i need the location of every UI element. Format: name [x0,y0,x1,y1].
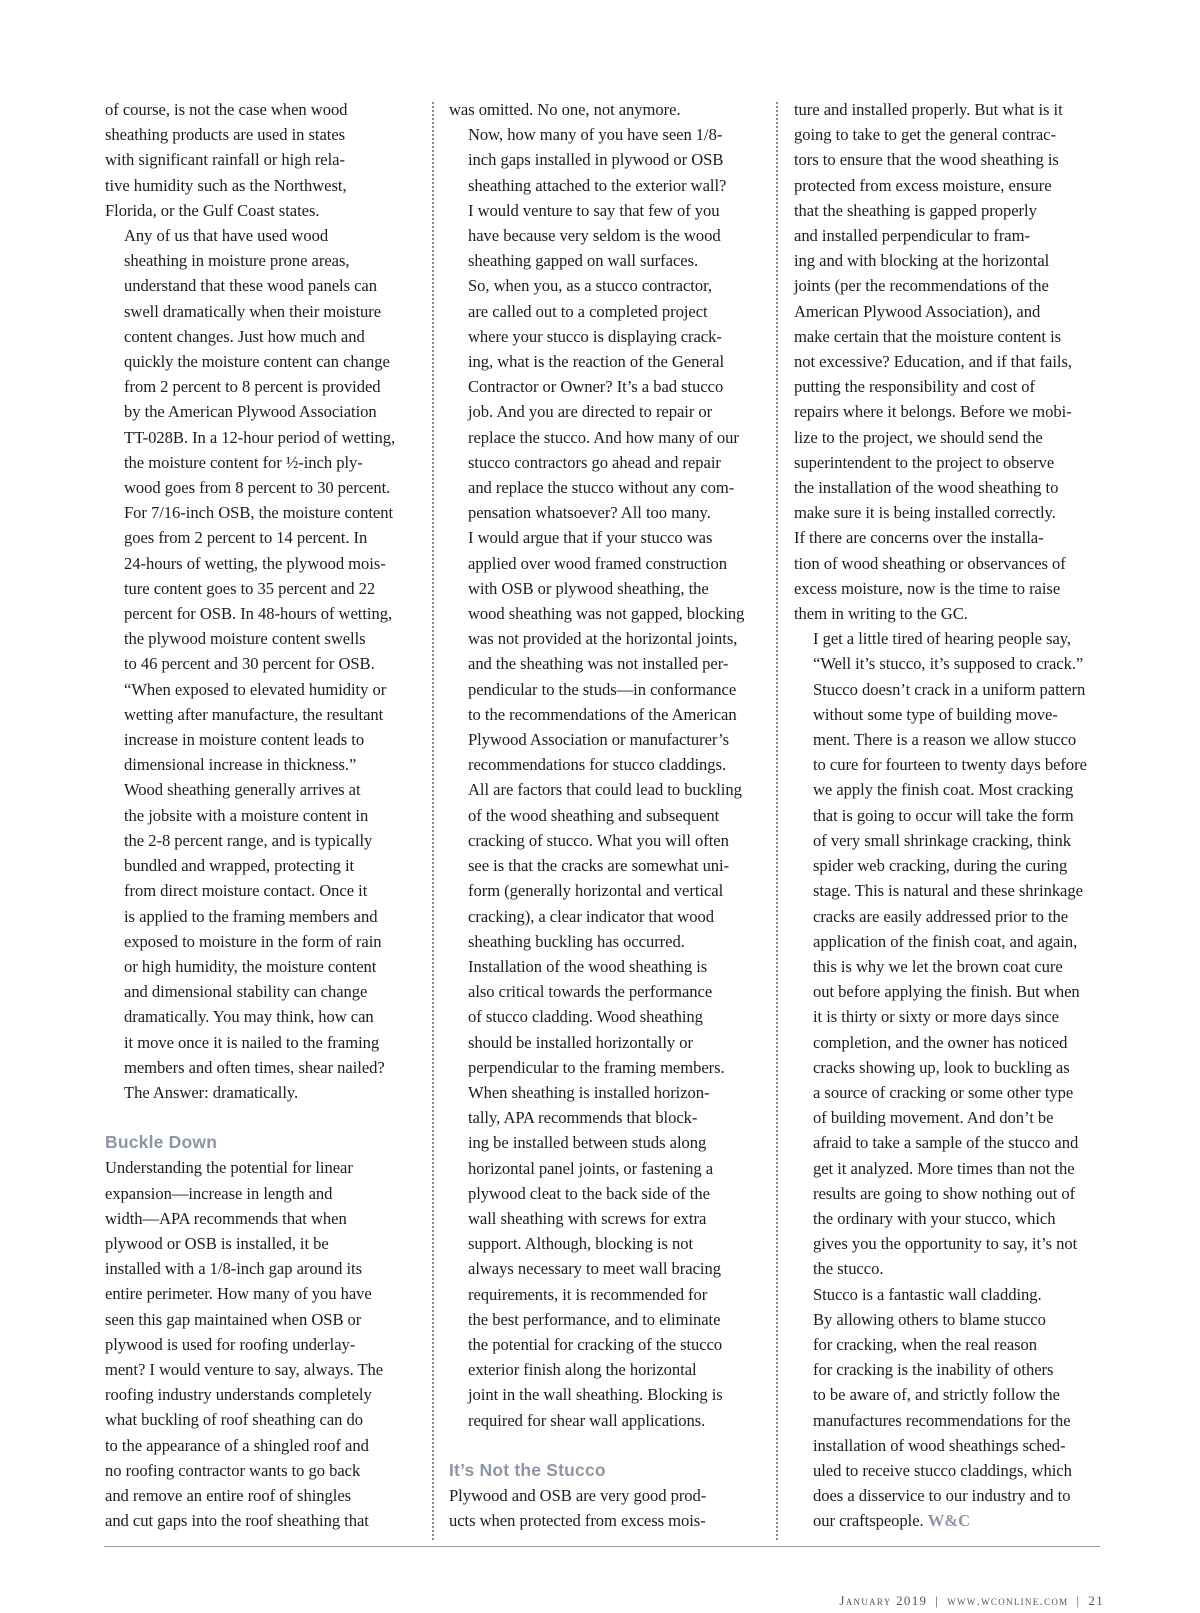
text-line: was omitted. No one, not anymore. [449,100,681,119]
text-line: ing be installed between studs along [468,1133,707,1153]
text-line: without some type of building move- [813,704,1058,724]
paragraph [449,954,754,1433]
page-number: 21 [1088,1593,1104,1608]
text-line: for cracking is the inability of others [813,1360,1054,1380]
text-line: are called out to a completed project [468,301,708,321]
text-line: exposed to moisture in the form of rain [124,931,382,951]
text-line: cracking), a clear indicator that wood [468,906,714,926]
text-line: does a disservice to our industry and to [813,1486,1071,1506]
text-line: results are going to show nothing out of [813,1183,1076,1203]
text-line: with OSB or plywood sheathing, the [468,578,709,598]
text-line: of the wood sheathing and subsequent [468,805,720,825]
text-line: By allowing others to blame stucco [813,1309,1046,1329]
text-line: excess moisture, now is the time to raise [794,578,1061,598]
text-line: should be installed horizontally or [468,1032,693,1052]
paragraph-lines [794,1282,1099,1509]
paragraph [794,1282,1099,1534]
text-line: joint in the wall sheathing. Blocking is [468,1385,723,1405]
text-line: I would venture to say that few of you [468,200,720,220]
text-line: Installation of the wood sheathing is [468,956,708,976]
text-line: from 2 percent to 8 percent is provided [124,377,381,397]
text-line: The Answer: dramatically. [124,1082,299,1102]
text-line: requirements, it is recommended for [468,1284,708,1304]
text-line: the moisture content for ½-inch ply- [124,452,363,472]
text-line: have because very seldom is the wood [468,226,721,246]
text-line: of building movement. And don’t be [813,1108,1054,1128]
text-line: dramatically. You may think, how can [124,1007,374,1027]
text-line: cracks are easily addressed prior to the [813,906,1069,926]
text-line: recommendations for stucco claddings. [468,755,727,775]
text-line: going to take to get the general contrac- [794,125,1056,145]
text-line: it is thirty or sixty or more days since [813,1007,1059,1027]
text-line: the jobsite with a moisture content in [124,805,369,825]
text-line: members and often times, shear nailed? [124,1057,385,1077]
text-line: of very small shrinkage cracking, think [813,830,1071,850]
closing-text: our craftspeople. [813,1511,924,1531]
text-line: ment. There is a reason we allow stucco [813,730,1077,750]
paragraph [105,1155,410,1533]
page-footer [839,1593,1104,1609]
text-line: perpendicular to the framing members. [468,1057,725,1077]
text-line: uled to receive stucco claddings, which [813,1460,1072,1480]
text-line: that the sheathing is gapped properly [794,200,1037,220]
text-line: to the recommendations of the American [468,704,737,724]
text-line: the installation of the wood sheathing to [794,478,1059,498]
text-line: make certain that the moisture content is [794,326,1062,346]
text-line: tally, APA recommends that block- [468,1108,698,1128]
text-line: to the appearance of a shingled roof and [105,1435,369,1455]
text-line: repairs where it belongs. Before we mobi- [794,402,1072,422]
text-line: afraid to take a sample of the stucco and [813,1133,1079,1153]
text-line: percent for OSB. In 48-hours of wetting, [124,604,393,624]
text-line: required for shear wall applications. [468,1410,706,1430]
text-line: tion of wood sheathing or observances of [794,553,1066,573]
footer-rule [104,1546,1100,1547]
text-line: stage. This is natural and these shrinkage [813,881,1083,901]
text-line: inch gaps installed in plywood or OSB [468,150,724,170]
text-line: of course, is not the case when wood [105,100,348,119]
text-line: Contractor or Owner? It’s a bad stucco [468,377,724,397]
text-line: ment? I would venture to say, always. The [105,1359,384,1379]
text-line: I get a little tired of hearing people say, [813,629,1072,649]
text-line: applied over wood framed construction [468,553,727,573]
paragraph [449,122,754,273]
text-line: 24-hours of wetting, the plywood mois- [124,553,386,573]
section-heading-not-the-stucco: It’s Not the Stucco [449,1459,606,1480]
text-line: width—APA recommends that when [105,1208,347,1228]
text-line: If there are concerns over the installa- [794,528,1044,548]
section-heading-buckle-down: Buckle Down [105,1132,218,1153]
text-line: Florida, or the Gulf Coast states. [105,200,320,220]
text-line: TT-028B. In a 12-hour period of wetting, [124,427,396,447]
text-line: was not provided at the horizontal joints, [468,629,738,649]
text-line: lize to the project, we should send the [794,427,1043,447]
text-line: tive humidity such as the Northwest, [105,175,347,195]
text-line: replace the stucco. And how many of our [468,427,739,447]
text-line: sheathing products are used in states [105,125,346,145]
paragraph [449,1483,754,1533]
closing-line [794,1508,1099,1533]
text-line: plywood or OSB is installed, it be [105,1233,329,1253]
text-line: and remove an entire roof of shingles [105,1485,352,1505]
text-line: plywood is used for roofing underlay- [105,1334,356,1354]
text-line: completion, and the owner has noticed [813,1032,1068,1052]
text-line: joints (per the recommendations of the [794,276,1049,296]
text-line: sheathing in moisture prone areas, [124,251,350,271]
text-line: a source of cracking or some other type [813,1082,1074,1102]
text-line: get it analyzed. More times than not the [813,1158,1075,1178]
text-line: what buckling of roof sheathing can do [105,1410,364,1430]
text-line: wood sheathing was not gapped, blocking [468,604,745,624]
text-line: Plywood Association or manufacturer’s [468,730,729,750]
paragraph [794,97,1099,626]
article-column-3 [794,97,1099,1534]
text-line: Any of us that have used wood [124,226,329,246]
end-mark-signature: W&C [927,1511,971,1531]
text-line: job. And you are directed to repair or [468,402,713,422]
text-line: ture content goes to 35 percent and 22 [124,578,376,598]
text-line: form (generally horizontal and vertical [468,881,724,901]
website-link[interactable]: www.wconline.com [947,1593,1069,1608]
paragraph [105,777,410,1105]
text-line: is applied to the framing members and [124,906,378,926]
column-divider [776,102,778,1540]
text-line: content changes. Just how much and [124,326,365,346]
text-line: “When exposed to elevated humidity or [124,679,387,699]
text-line: seen this gap maintained when OSB or [105,1309,362,1329]
text-line: wood goes from 8 percent to 30 percent. [124,478,391,498]
text-line: the potential for cracking of the stucco [468,1334,723,1354]
text-line: gives you the opportunity to say, it’s not [813,1234,1078,1254]
text-line: Stucco doesn’t crack in a uniform pattern [813,679,1086,699]
text-line: Understanding the potential for linear [105,1158,353,1178]
text-line: quickly the moisture content can change [124,352,390,372]
text-line: ture and installed properly. But what is it [794,100,1063,119]
text-line: also critical towards the performance [468,982,713,1002]
text-line: we apply the finish coat. Most cracking [813,780,1074,800]
text-line: sheathing attached to the exterior wall? [468,175,727,195]
text-line: goes from 2 percent to 14 percent. In [124,528,368,548]
paragraph [105,97,410,223]
text-line: where your stucco is displaying crack- [468,326,722,346]
paragraph [449,525,754,953]
paragraph [449,97,754,122]
paragraph [105,223,410,777]
article-column-1 [105,97,410,1533]
text-line: When sheathing is installed horizon- [468,1082,710,1102]
text-line: from direct moisture contact. Once it [124,881,368,901]
text-line: “Well it’s stucco, it’s supposed to crack.” [813,654,1084,674]
text-line: pensation whatsoever? All too many. [468,503,711,523]
text-line: or high humidity, the moisture content [124,956,377,976]
text-line: pendicular to the studs—in conformance [468,679,737,699]
paragraph [449,273,754,525]
column-divider [432,102,434,1540]
text-line: and replace the stucco without any com- [468,478,735,498]
text-line: ing and with blocking at the horizontal [794,251,1050,271]
text-line: cracking of stucco. What you will often [468,830,729,850]
text-line: support. Although, blocking is not [468,1234,694,1254]
text-line: the ordinary with your stucco, which [813,1208,1056,1228]
text-line: ucts when protected from excess mois- [449,1511,706,1531]
text-line: wetting after manufacture, the resultant [124,704,384,724]
text-line: putting the responsibility and cost of [794,377,1035,397]
text-line: and dimensional stability can change [124,982,368,1002]
text-line: make sure it is being installed correctly. [794,503,1056,523]
text-line: them in writing to the GC. [794,604,968,624]
text-line: cracks showing up, look to buckling as [813,1057,1070,1077]
text-line: understand that these wood panels can [124,276,377,296]
text-line: manufactures recommendations for the [813,1410,1071,1430]
text-line: the 2-8 percent range, and is typically [124,830,373,850]
text-line: to cure for fourteen to twenty days before [813,755,1087,775]
text-line: roofing industry understands completely [105,1385,372,1405]
issue-date: January 2019 [839,1593,928,1608]
text-line: plywood cleat to the back side of the [468,1183,710,1203]
text-line: American Plywood Association), and [794,301,1041,321]
text-line: swell dramatically when their moisture [124,301,382,321]
text-line: spider web cracking, during the curing [813,856,1068,876]
text-line: installed with a 1/8-inch gap around its [105,1259,362,1279]
footer-separator: | [1076,1593,1081,1608]
text-line: sheathing buckling has occurred. [468,931,685,951]
text-line: expansion—increase in length and [105,1183,333,1203]
text-line: All are factors that could lead to buckling [468,780,742,800]
paragraph [794,626,1099,1281]
text-line: the stucco. [813,1259,884,1279]
text-line: increase in moisture content leads to [124,730,365,750]
text-line: the plywood moisture content swells [124,629,366,649]
text-line: no roofing contractor wants to go back [105,1460,361,1480]
text-line: sheathing gapped on wall surfaces. [468,251,699,271]
text-line: that is going to occur will take the form [813,805,1074,825]
text-line: and cut gaps into the roof sheathing that [105,1511,369,1531]
text-line: protected from excess moisture, ensure [794,175,1052,195]
text-line: superintendent to the project to observe [794,452,1055,472]
text-line: horizontal panel joints, or fastening a [468,1158,714,1178]
text-line: to be aware of, and strictly follow the [813,1385,1060,1405]
text-line: to 46 percent and 30 percent for OSB. [124,654,375,674]
text-line: see is that the cracks are somewhat uni- [468,856,730,876]
text-line: out before applying the finish. But when [813,982,1080,1002]
text-line: exterior finish along the horizontal [468,1360,697,1380]
text-line: Plywood and OSB are very good prod- [449,1485,707,1505]
text-line: wall sheathing with screws for extra [468,1208,707,1228]
text-line: bundled and wrapped, protecting it [124,856,355,876]
text-line: this is why we let the brown coat cure [813,956,1063,976]
text-line: Stucco is a fantastic wall cladding. [813,1284,1042,1304]
text-line: the best performance, and to eliminate [468,1309,721,1329]
text-line: tors to ensure that the wood sheathing is [794,150,1059,170]
text-line: Wood sheathing generally arrives at [124,780,361,800]
text-line: Now, how many of you have seen 1/8- [468,125,723,145]
text-line: of stucco cladding. Wood sheathing [468,1007,703,1027]
text-line: installation of wood sheathings sched- [813,1435,1066,1455]
text-line: So, when you, as a stucco contractor, [468,276,713,296]
text-line: I would argue that if your stucco was [468,528,713,548]
text-line: for cracking, when the real reason [813,1334,1038,1354]
footer-separator: | [935,1593,940,1608]
text-line: by the American Plywood Association [124,402,377,422]
text-line: and the sheathing was not installed per- [468,654,729,674]
text-line: always necessary to meet wall bracing [468,1259,721,1279]
text-line: not excessive? Education, and if that fails, [794,352,1072,372]
text-line: entire perimeter. How many of you have [105,1284,372,1304]
text-line: stucco contractors go ahead and repair [468,452,721,472]
article-column-2 [449,97,754,1533]
text-line: ing, what is the reaction of the General [468,352,725,372]
text-line: and installed perpendicular to fram- [794,226,1030,246]
text-line: it move once it is nailed to the framing [124,1032,380,1052]
text-line: application of the finish coat, and again, [813,931,1078,951]
text-line: dimensional increase in thickness.” [124,755,357,775]
text-line: For 7/16-inch OSB, the moisture content [124,503,394,523]
text-line: with significant rainfall or high rela- [105,150,345,170]
